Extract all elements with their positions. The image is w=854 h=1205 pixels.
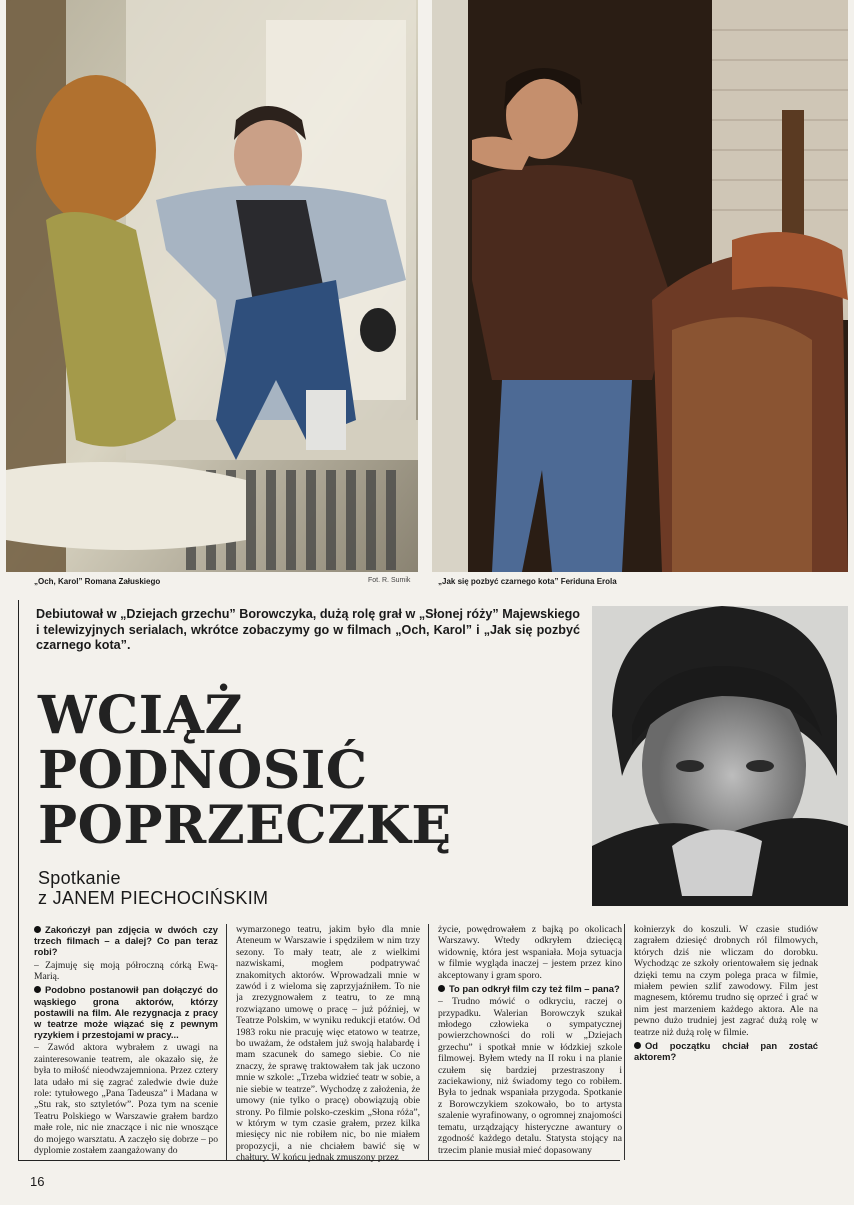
article-column-2 xyxy=(236,924,420,1164)
answer-2-part-1: – Zawód aktora wybrałem z uwagi na zainteresowanie teatrem, ale okazało się, że była to miłość nieodwzajemniona. Przez cztery lata udało mi się zagrać zaledwie dwie duże role: tytułowego „Pana Tadeusza” i Madana w „Stu rak, sto sztyletów”. Poza tym na scenie Teatru Polskiego w Warszawie grałem bardzo małe role, nic nie znaczące i nic nie wnoszące do mojego warsztatu. A zaczęło się dobrze – po dyplomie zostałem zaangażowany do xyxy=(34,1042,218,1157)
bullet-icon xyxy=(438,985,445,992)
page-number: 16 xyxy=(30,1174,45,1189)
article-subtitle xyxy=(38,868,558,908)
answer-2-part-2: wymarzonego teatru, jakim było dla mnie Ateneum w Warszawie i spędziłem w nim trzy sezony. To mały teatr, ale z wielkimi nazwiskami, mogłem podpatrywać znakomitych aktorów. Wprowadzali mnie w zawód i z wieloma się zaprzyjaźniłem. To nie ja zrezygnowałem z teatru, to ze mną rozwiązano umowę o pracę – już później, w Teatrze Polskim, w wyniku redukcji etatów. Od 1983 roku nie pracuję więc etatowo w teatrze, bo uważam, że odstałem już swoją halabardę i mam szacunek do samego siebie. Co nie znaczy, że sprawę traktowałem tak jak uczono mnie w szkole: „Trzeba widzieć teatr w sobie, a nie siebie w teatrze”. Wychodzę z założenia, że umowy (nie tylko o pracę) obowiązują obie strony. Po filmie polsko-czeskim „Słona róża”, w którym w tym czasie grałem, przez kilka miesięcy nic nie robiłem nic, bo nie miałem propozycji, a nie chciałem bawić się w chałtury. W końcu jednak zmuszony przez xyxy=(236,924,420,1164)
question-1: Zakończył pan zdjęcia w dwóch czy trzech filmach – a dalej? Co pan teraz robi? xyxy=(34,924,218,958)
subtitle-line-2: z JANEM PIECHOCIŃSKIM xyxy=(38,888,269,908)
subtitle-line-1: Spotkanie xyxy=(38,868,121,888)
bullet-icon xyxy=(34,926,41,933)
article-frame-left xyxy=(18,600,19,1160)
film-still-czarny-kot xyxy=(432,0,848,572)
bullet-icon xyxy=(634,1042,641,1049)
column-rule xyxy=(624,924,625,1160)
answer-3-part-2: kołnierzyk do koszuli. W czasie studiów zagrałem dziesięć drobnych ról filmowych, których dziś nie wliczam do dorobku. Wychodząc ze szkoły orientowałem się jednak dzięki temu na czym polega praca w filmie, miałem pewien szlif zawodowy. Film jest magnesem, któremu trudno się oprzeć i grać w nim jest marzeniem każdego aktora. Ale na pewno dużo trudniej jest zagrać dużą rolę w teatrze niż dużą rolę w filmie. xyxy=(634,924,818,1038)
column-rule xyxy=(428,924,429,1160)
title-line-1: WCIĄŻ xyxy=(38,685,243,746)
title-line-2: PODNOSIĆ xyxy=(38,740,368,801)
caption-right: „Jak się pozbyć czarnego kota” Feriduna Erola xyxy=(438,577,617,586)
film-still-och-karol xyxy=(6,0,418,572)
column-rule xyxy=(226,924,227,1160)
bullet-icon xyxy=(34,986,41,993)
question-4: Od początku chciał pan zostać aktorem? xyxy=(634,1040,818,1063)
answer-1: – Zajmuję się moją półroczną córką Ewą-Marią. xyxy=(34,959,218,983)
question-3: To pan odkrył film czy też film – pana? xyxy=(438,983,622,994)
answer-3-part-1: – Trudno mówić o odkryciu, raczej o przypadku. Walerian Borowczyk szukał młodego człowieka o sympatycznej powierzchowności do roli w „Dziejach grzechu” i spotkał mnie w łódzkiej szkole filmowej. Byłem wtedy na II roku i na planie czułem się bardziej przestraszony i zaciekawiony, niż świadomy tego co robiłem. Była to jednak wspaniała przygoda. Spotkanie z Borowczykiem szokowało, bo to artysta szalenie wyrafinowany, o ogromnej znajomości tematu, urządzający histeryczne awantury o zgodność każdego detalu. Statysta stojący na trzecim planie musiał mieć dopasowany xyxy=(438,996,622,1156)
caption-left: „Och, Karol” Romana Załuskiego xyxy=(34,577,161,586)
question-2: Podobno postanowił pan dołączyć do wąskiego grona aktorów, którzy postawili na film. Ale rezygnacja z pracy w teatrze może wiązać się z pewnym ryzykiem i przestojami w pracy... xyxy=(34,984,218,1041)
article-title xyxy=(38,685,598,856)
photo-credit: Fot. R. Sumik xyxy=(368,577,411,584)
portrait-photo xyxy=(592,606,848,906)
answer-2-part-3: życie, powędrowałem z bajką po okolicach Warszawy. Wtedy odkryłem dziecięcą widownię, która jest wspaniała. Moja sytuacja w filmie wygląda inaczej – jestem przez kino akceptowany i gram sporo. xyxy=(438,924,622,981)
article-lead: Debiutował w „Dziejach grzechu” Borowczyka, dużą rolę grał w „Słonej róży” Majewskiego i telewizyjnych serialach, wkrótce zobaczymy go w filmach „Och, Karol” i „Jak się pozbyć czarnego kota”. xyxy=(36,607,580,652)
article-column-3 xyxy=(438,924,622,1164)
article-column-4 xyxy=(634,924,818,1164)
article-column-1 xyxy=(34,924,218,1164)
photo-caption-bar xyxy=(0,574,854,590)
title-line-3: POPRZECZKĘ xyxy=(38,795,452,856)
